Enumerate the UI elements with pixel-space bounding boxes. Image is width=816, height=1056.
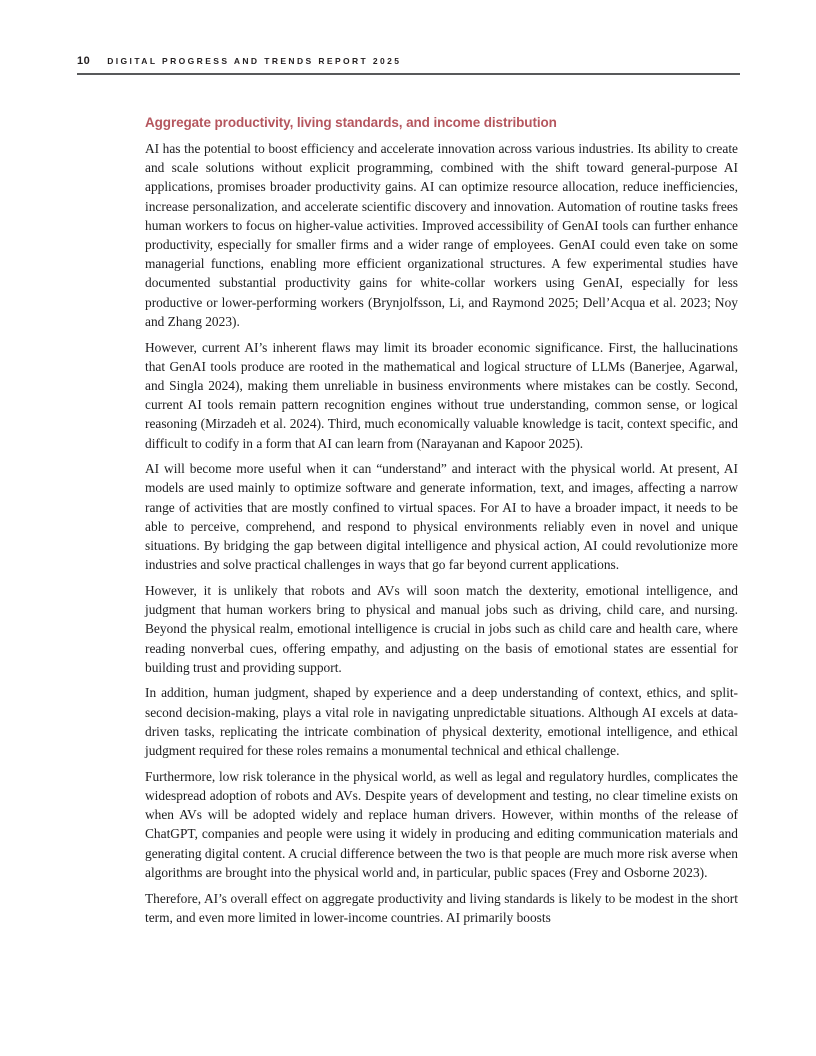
body-paragraph: Therefore, AI’s overall effect on aggregate productivity and living standards is likely to be modest in the short term, and even more limited in lower-income countries. AI primarily boosts: [145, 890, 738, 925]
body-paragraph: AI has the potential to boost efficiency and accelerate innovation across various industries. Its ability to create and scale solutions without explicit programming, combined with the shift toward general-purpose AI applications, promises broader productivity gains. AI can optimize resource allocation, reduce inefficiencies, increase personalization, and accelerate scientific discovery and innovation. Automation of routine tasks frees human workers to focus on higher-value activities. Improved accessibility of GenAI tools can further enhance productivity, especially for smaller firms and a wider range of employees. GenAI could even take on some managerial functions, enabling more efficient organizational structures. A few experimental studies have documented substantial productivity gains for white-collar workers using GenAI, especially for less productive or lower-performing workers (Brynjolfsson, Li, and Raymond 2025; Dell’Acqua et al. 2023; Noy and Zhang 2023).: [145, 141, 738, 329]
page-content: [145, 115, 738, 933]
body-paragraph: However, it is unlikely that robots and AVs will soon match the dexterity, emotional intelligence, and judgment that human workers bring to physical and manual jobs such as driving, child care, and nursing. Beyond the physical realm, emotional intelligence is crucial in jobs such as child care and health care, where reading nonverbal cues, offering empathy, and adjusting on the basis of emotional states are essential for building trust and providing support.: [145, 582, 738, 675]
body-paragraph: In addition, human judgment, shaped by experience and a deep understanding of context, ethics, and split-second decision-making, plays a vital role in navigating unpredictable situations. Although AI excels at data-driven tasks, replicating the intricate combination of physical dexterity, emotional intelligence, and ethical judgment required for these roles remains a monumental technical and ethical challenge.: [145, 685, 738, 759]
section-heading: Aggregate productivity, living standards, and income distribution: [145, 115, 557, 130]
page-number: 10: [77, 55, 91, 67]
body-paragraph: Furthermore, low risk tolerance in the physical world, as well as legal and regulatory hurdles, complicates the widespread adoption of robots and AVs. Despite years of development and testing, no clear timeline exists on when AVs will be adopted widely and replace human drivers. However, within months of the release of ChatGPT, companies and people were using it widely in producing and editing communication materials and generating digital content. A crucial difference between the two is that people are much more risk averse when algorithms are brought into the physical world and, in particular, public spaces (Frey and Osborne 2023).: [145, 768, 738, 880]
body-paragraph: However, current AI’s inherent flaws may limit its broader economic significance. First, the hallucinations that GenAI tools produce are rooted in the mathematical and logical structure of LLMs (Banerjee, Agarwal, and Singla 2024), making them unreliable in business environments where mistakes can be costly. Second, current AI tools remain pattern recognition engines without true understanding, common sense, or logical reasoning (Mirzadeh et al. 2024). Third, much economically valuable knowledge is tacit, context specific, and difficult to codify in a form that AI can learn from (Narayanan and Kapoor 2025).: [145, 339, 738, 451]
body-paragraph: AI will become more useful when it can “understand” and interact with the physical world. At present, AI models are used mainly to optimize software and generate information, text, and images, affecting a narrow range of activities that are mostly confined to virtual spaces. For AI to have a broader impact, it needs to be able to perceive, comprehend, and respond to physical environments reliably even in novel and unique situations. By bridging the gap between digital intelligence and physical action, AI could revolutionize more industries and solve practical challenges in ways that go far beyond current applications.: [145, 461, 738, 573]
running-title: DIGITAL PROGRESS AND TRENDS REPORT 2025: [107, 56, 402, 66]
running-header: [77, 55, 740, 75]
